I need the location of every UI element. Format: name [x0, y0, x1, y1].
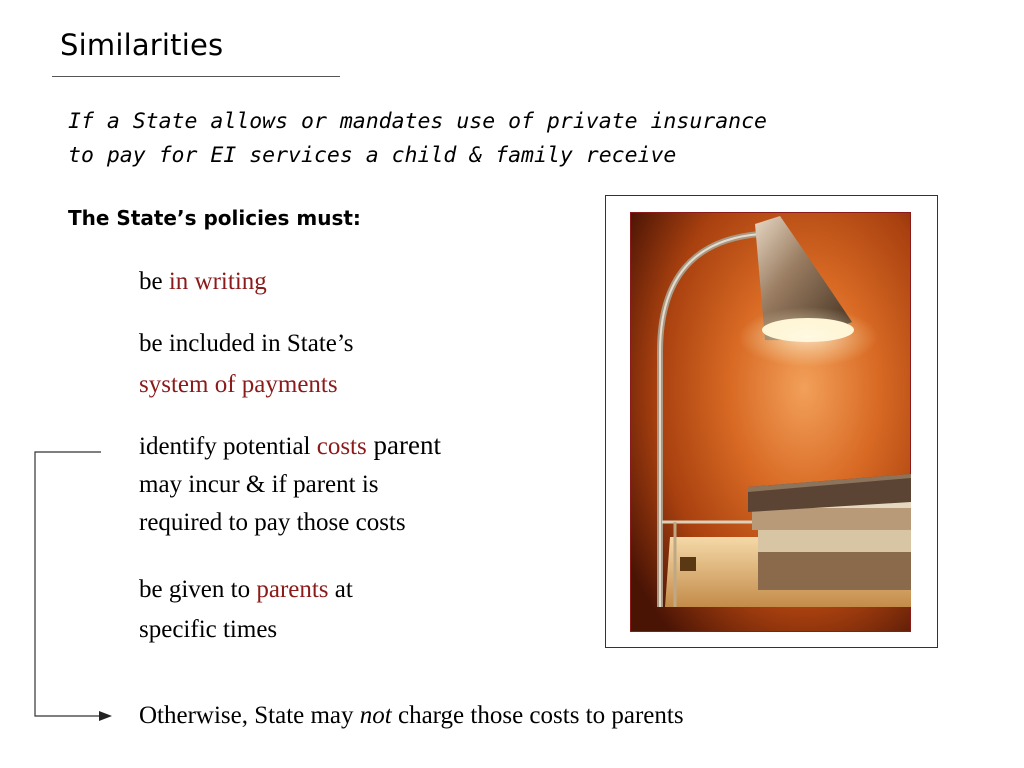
desk-lamp-photo [630, 212, 911, 632]
conclusion-before: Otherwise, State may [139, 702, 360, 729]
item-text-after: at [328, 576, 353, 603]
item-highlight: costs [316, 433, 367, 460]
item-text-line-2: may incur & if parent is [139, 471, 379, 498]
conclusion-text [139, 702, 684, 730]
item-highlight: in writing [168, 268, 267, 295]
arrow-head-icon [99, 711, 112, 721]
intro-line-1: If a State allows or mandates use of private insurance [68, 109, 767, 134]
item-text: be included in State’s [139, 330, 354, 357]
intro-line-2: to pay for EI services a child & family receive [68, 143, 677, 168]
conclusion-after: charge those costs to parents [391, 702, 684, 729]
bracket-line [35, 452, 101, 716]
item-text: be given to [139, 576, 257, 603]
item-text-line-3: required to pay those costs [139, 509, 406, 536]
item-highlight: parents [256, 576, 329, 603]
conclusion-emphasis: not [359, 702, 392, 729]
slide-title: Similarities [60, 28, 224, 62]
item-text: identify potential [139, 433, 317, 460]
item-text-line-2: specific times [139, 616, 278, 643]
policies-heading: The State’s policies must: [68, 206, 361, 230]
item-text-large: parent [366, 430, 441, 460]
item-highlight: system of payments [139, 371, 338, 398]
item-text: be [139, 268, 169, 295]
